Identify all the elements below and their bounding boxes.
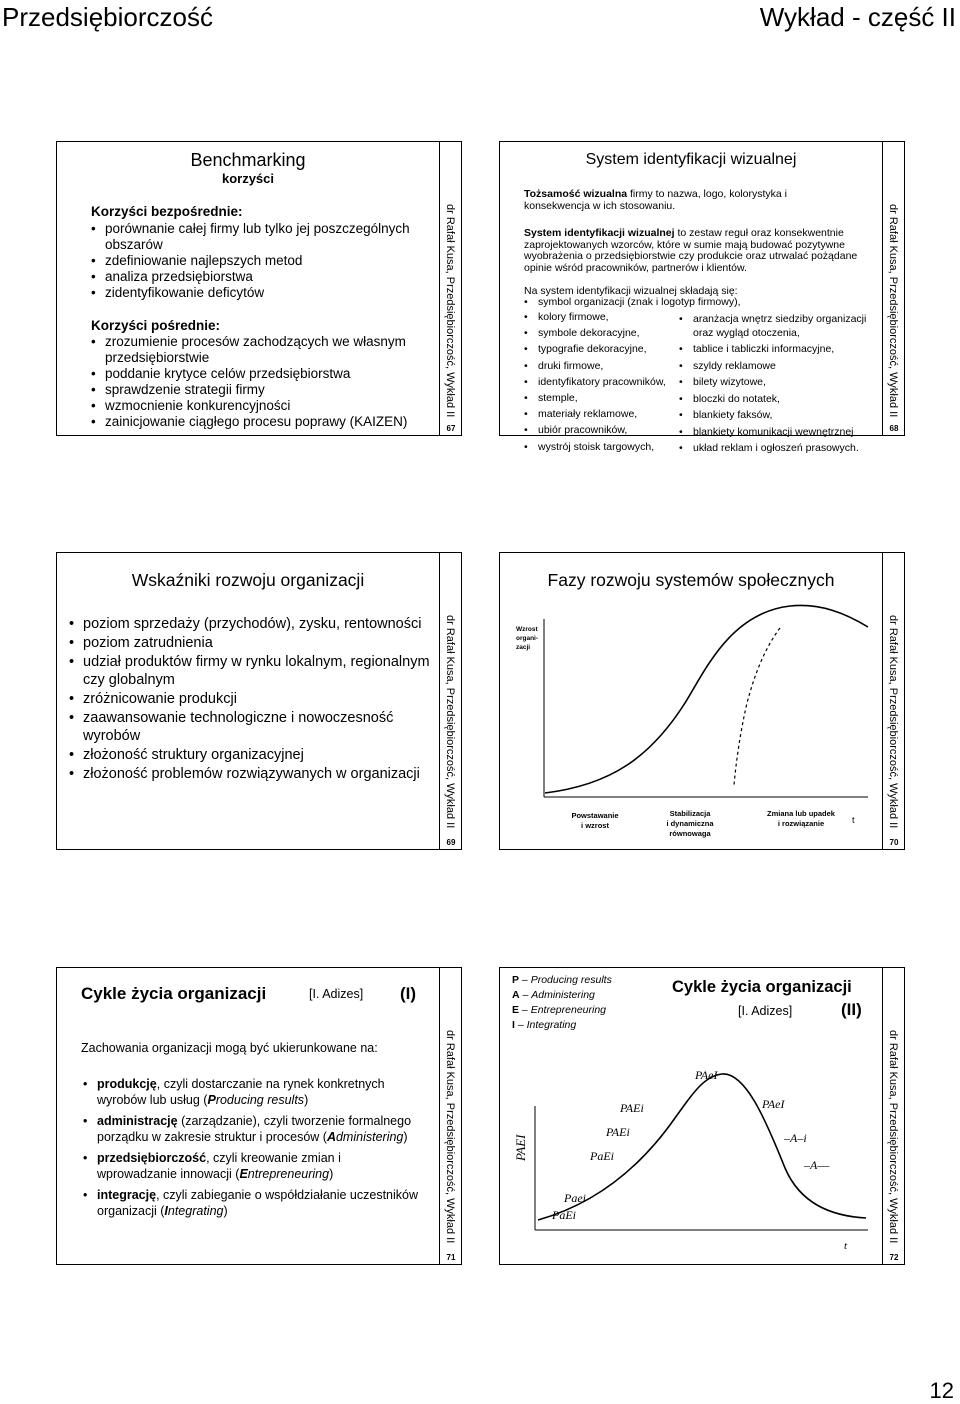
author-label: dr Rafał Kusa, Przedsiębiorczość, Wykład II [444,615,456,829]
slide-70 [499,552,905,850]
slide-68 [499,141,905,454]
legend-item: E – Entrepreneuring [512,1004,607,1016]
page-number: 12 [929,1378,954,1403]
slide-sidebar [439,968,461,1264]
author-label: dr Rafał Kusa, Przedsiębiorczość, Wykład II [444,204,456,418]
first-component [522,296,862,310]
phase-label [756,809,846,829]
direct-benefits-list [89,221,419,301]
closing: ) [403,1129,408,1144]
growth-curve [545,605,868,793]
author-label: dr Rafał Kusa, Przedsiębiorczość, Wykład II [887,204,899,418]
list-item: • materiały reklamowe, [522,408,687,422]
slide-69 [56,552,462,850]
list-item: • stemple, [522,392,687,406]
list-item: • analiza przedsiębiorstwa [89,269,419,285]
letter: P [512,974,520,986]
slide-title: Cykle życia organizacji [672,978,852,996]
phase-label [562,811,628,831]
legend-item: I – Integrating [512,1019,577,1031]
list-item: • aranżacja wnętrz siedziby organizacji oraz wygląd otoczenia, [677,313,877,340]
english-term: dministering [335,1129,404,1144]
list-item: • szyldy reklamowe [677,360,877,374]
decline-curve [734,628,780,785]
list-item: • zainicjowanie ciągłego procesu poprawy (KAIZEN) [89,414,419,430]
list-item: • ubiór pracowników, [522,424,687,438]
label-line: Stabilizacja [669,809,711,818]
components-right-list [677,313,877,459]
list-item: • wzmocnienie konkurencyjności [89,398,419,414]
slide-title: Cykle życia organizacji [81,984,267,1003]
list-item: • tablice i tabliczki informacyjne, [677,343,877,357]
description: (zarządzanie), czyli tworzenie formalnego porządku w zakresie struktur i procesów ( [97,1114,412,1144]
list-item: • zidentyfikowanie deficytów [89,285,419,301]
label-line: zacji [516,644,531,651]
slide-71 [56,967,462,1265]
slide-sidebar [882,553,904,849]
slide-title: Fazy rozwoju systemów społecznych [547,570,835,590]
list-item: • blankiety komunikacji wewnętrznej [677,426,877,440]
list-item: • porównanie całej firmy lub tylko jej poszczególnych obszarów [89,221,419,253]
initial: E [239,1166,248,1181]
english-term: roducing results [215,1092,305,1107]
list-item: • typografie dekoracyjne, [522,343,687,357]
term: produkcję [97,1077,157,1091]
legend-text: Integrating [526,1019,577,1031]
slide-number: 69 [446,838,456,847]
list-item [81,1077,421,1108]
slide-title: System identyfikacji wizualnej [585,151,797,168]
slide-sidebar [882,968,904,1264]
letter: A [512,989,520,1001]
list-item [81,1151,421,1182]
label-line: równowaga [669,829,711,838]
list-item: • poziom zatrudnienia [67,634,437,652]
list-item: • złożoność problemów rozwiązywanych w organizacji [67,765,437,783]
initial: A [326,1129,336,1144]
stage-label: PAeI [695,1068,718,1082]
x-axis-label: t [844,1240,848,1252]
header-left: Przedsiębiorczość [2,2,213,32]
y-axis-label [516,625,538,652]
list-item: • złożoność struktury organizacyjnej [67,746,437,764]
part-label: (I) [400,984,417,1003]
components-intro: Na system identyfikacji wizualnej składają się: [524,285,738,297]
english-term: ntrepreneuring [247,1166,330,1181]
stage-label: PaEi [552,1208,576,1222]
list-item [81,1188,421,1219]
slide-number: 71 [446,1253,456,1262]
list-item: • symbole dekoracyjne, [522,327,687,341]
y-axis-label: PAEI [513,1134,528,1161]
legend-text: Entrepreneuring [530,1004,607,1016]
list-item: • sprawdzenie strategii firmy [89,382,419,398]
description: , czyli zabieganie o współdziałanie uczestników organizacji ( [97,1188,419,1218]
term: System identyfikacji wizualnej [524,227,675,239]
intro-text: Zachowania organizacji mogą być ukierunkowane na: [81,1041,378,1055]
slide-67 [56,141,462,436]
author-label: dr Rafał Kusa, Przedsiębiorczość, Wykład II [887,1030,899,1244]
part-label: (II) [841,1000,862,1019]
list-item: • bilety wizytowe, [677,376,877,390]
initial: P [207,1092,216,1107]
legend-item: A – Administering [512,989,595,1001]
phases-diagram [500,553,884,851]
term: administrację [97,1114,178,1128]
list-item: • druki firmowe, [522,360,687,374]
letter: I [512,1019,515,1031]
reference: [I. Adizes] [738,1004,793,1018]
stage-label: PAeI [762,1097,785,1111]
closing: ) [304,1092,309,1107]
visual-identity-definition [524,189,854,212]
description: , czyli dostarczanie na rynek konkretnych wyrobów lub usług ( [97,1077,385,1107]
term: Tożsamość wizualna [524,188,628,200]
label-line: i dynamiczna [666,819,714,828]
term: przedsiębiorczość [97,1151,207,1165]
closing: ) [223,1203,228,1218]
label-line: i wzrost [581,821,609,830]
components-left-list [522,311,687,457]
section-heading: Korzyści bezpośrednie: [91,204,243,219]
legend-text: Producing results [530,974,612,986]
list-item: • układ reklam i ogłoszeń prasowych. [677,442,877,456]
list-item: • symbol organizacji (znak i logotyp firmowy), [522,296,862,310]
list-item: • poddanie krytyce celów przedsiębiorstwa [89,366,419,382]
description: , czyli kreowanie zmian i wprowadzanie innowacji ( [97,1151,341,1181]
label-line: Powstawanie [571,811,619,820]
stage-label: Paei [564,1191,586,1205]
slide-title: Benchmarking [190,150,306,170]
indirect-benefits-list [89,334,419,430]
definition-text: firmy to nazwa, logo, kolorystyka i konsekwencja w ich stosowaniu. [524,188,787,212]
list-item: • zdefiniowanie najlepszych metod [89,253,419,269]
stage-label: PaEi [590,1149,614,1163]
list-item: • udział produktów firmy w rynku lokalnym, regionalnym czy globalnym [67,653,437,689]
label-line: organi- [516,635,539,642]
list-item: • identyfikatory pracowników, [522,376,687,390]
slide-sidebar [439,553,461,849]
slide-sidebar [882,142,904,435]
stage-label: PAEi [620,1101,644,1115]
list-item: • zaawansowanie technologiczne i nowoczesność wyrobów [67,709,437,745]
list-item: • wystrój stoisk targowych, [522,441,687,455]
list-item: • poziom sprzedaży (przychodów), zysku, rentowności [67,615,437,633]
term: integrację [97,1188,157,1202]
phase-label [654,809,726,839]
list-item: • bloczki do notatek, [677,393,877,407]
slide-sidebar [439,142,461,435]
section-heading: Korzyści pośrednie: [91,318,221,333]
closing: ) [329,1166,334,1181]
stage-label: –A–i [784,1131,807,1145]
slide-number: 68 [889,424,899,433]
legend-text: Administering [531,989,595,1001]
list-item: • zróżnicowanie produkcji [67,690,437,708]
list-item: • blankiety faksów, [677,409,877,423]
slide-number: 67 [446,424,456,433]
slide-72 [499,967,905,1265]
slide-title: Wskaźniki rozwoju organizacji [131,570,365,590]
legend-item: P – Producing results [512,974,612,986]
header-right: Wykład - część II [759,2,956,32]
slide-number: 70 [889,838,899,847]
definition-text: to zestaw reguł oraz konsekwentnie zaprojektowanych wzorców, które w sumie mają budować pozytywne wyobrażenia o przedsiębiorstwie czy produkcie oraz utrwalać pożądane opinie wśród pracowników, partnerów i klientów. [524,227,858,274]
list-item: • kolory firmowe, [522,311,687,325]
list-item: • zrozumienie procesów zachodzących we własnym przedsiębiorstwie [89,334,419,366]
stage-label: –A–– [804,1158,830,1172]
indicators-list [67,615,437,784]
author-label: dr Rafał Kusa, Przedsiębiorczość, Wykład II [444,1030,456,1244]
list-item [81,1114,421,1145]
slide-number: 72 [889,1253,899,1262]
label-line: Zmiana lub upadek [767,809,835,818]
label-line: Wzrost [516,626,538,633]
system-definition [524,228,866,274]
label-line: i rozwiązanie [777,819,825,828]
author-label: dr Rafał Kusa, Przedsiębiorczość, Wykład II [887,615,899,829]
lifecycle-curve [538,1074,866,1220]
reference: [I. Adizes] [309,987,364,1001]
english-term: ntegrating [167,1203,224,1218]
initial: I [164,1203,168,1218]
x-axis-label: t [852,815,855,825]
slide-subtitle: korzyści [221,171,275,186]
behaviours-list [81,1077,421,1225]
stage-label: PAEi [606,1125,630,1139]
letter: E [512,1004,520,1016]
